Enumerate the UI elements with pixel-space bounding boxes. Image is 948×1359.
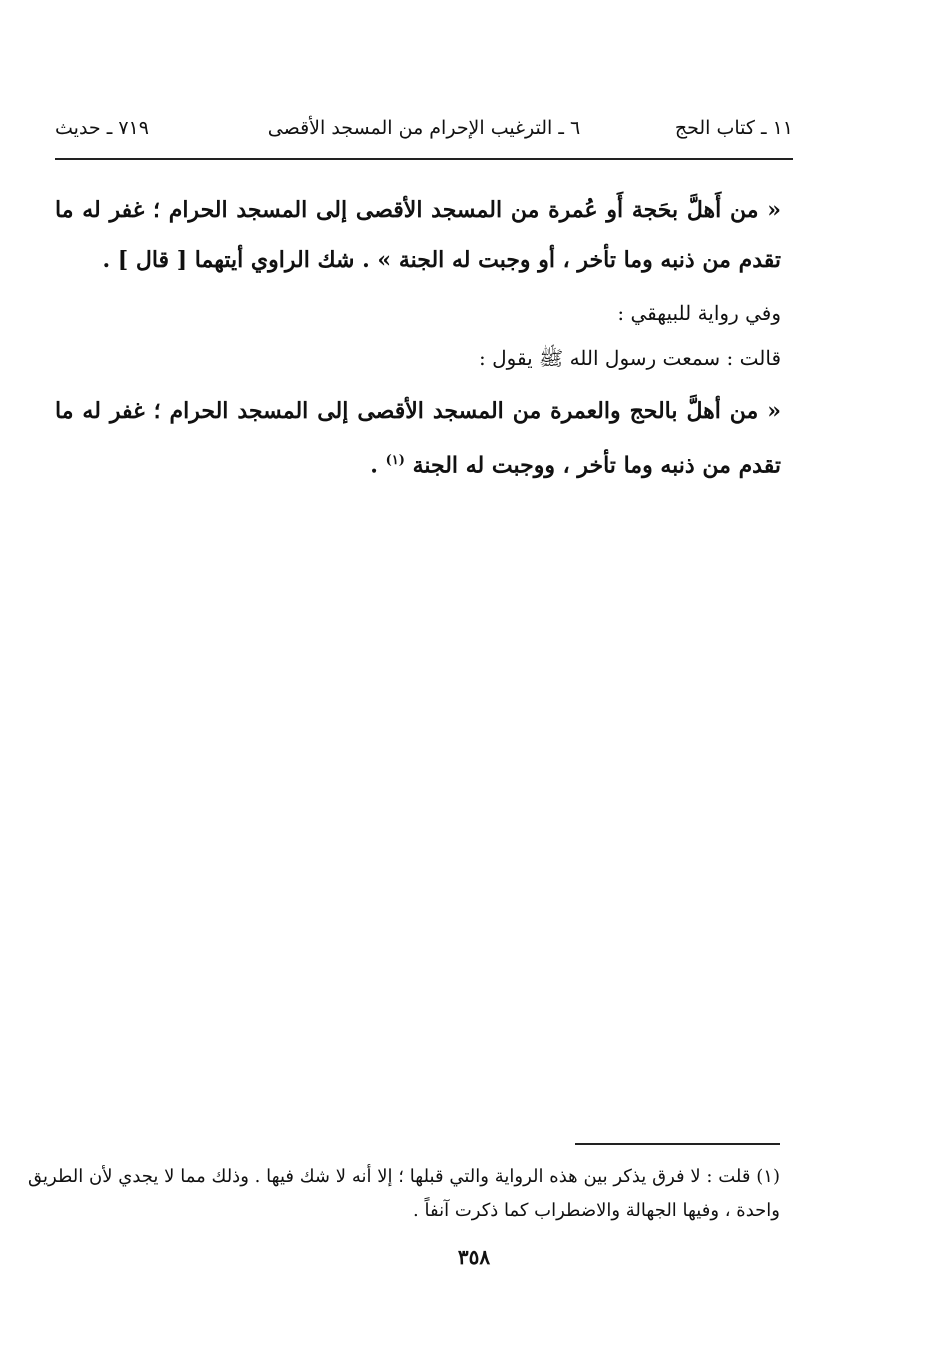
- hadith-paragraph-2-end: .: [370, 452, 386, 479]
- narrator-statement: قالت : سمعت رسول الله ﷺ يقول :: [479, 346, 781, 370]
- footnote: (١) قلت : لا فرق يذكر بين هذه الرواية والتي قبلها ؛ إلا أنه لا شك فيها . وذلك مما لا يجدي لأن الطريق واحدة ، وفيها الجهالة والاضطراب كما ذكرت آنفاً .: [28, 1166, 780, 1221]
- header-chapter: ١١ ـ كتاب الحج: [674, 117, 793, 139]
- footnote-reference: (١): [385, 453, 405, 468]
- hadith-paragraph-1: « من أَهلَّ بحَجة أَو عُمرة من المسجد الأقصى إلى المسجد الحرام ؛ غفر له ما تقدم من ذنبه وما تأخر ، أو وجبت له الجنة » . شك الراوي أيتهما [ قال ] .: [55, 197, 782, 273]
- running-header: [55, 108, 793, 148]
- header-hadith-number: ٧١٩ ـ حديث: [55, 117, 149, 139]
- narration-intro: وفي رواية للبيهقي :: [617, 301, 781, 325]
- footnote-divider: [575, 1143, 780, 1145]
- hadith-paragraph-2-text: « من أهلَّ بالحج والعمرة من المسجد الأقصى إلى المسجد الحرام ؛ غفر له ما تقدم من ذنبه وما تأخر ، ووجبت له الجنة: [55, 398, 781, 479]
- page-number: ٣٥٨: [457, 1245, 491, 1269]
- header-divider: [55, 158, 793, 160]
- header-section-title: ٦ ـ الترغيب الإحرام من المسجد الأقصى: [267, 117, 581, 139]
- hadith-paragraph-2: [55, 386, 781, 490]
